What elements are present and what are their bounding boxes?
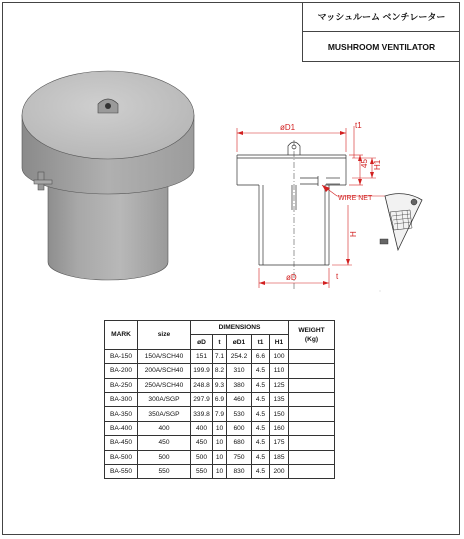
cell-weight [289, 364, 335, 378]
cell-h1: 160 [270, 421, 289, 435]
header-mark: MARK [105, 321, 138, 350]
cell-t: 10 [213, 464, 227, 478]
table-row [105, 436, 335, 450]
label-45: 45 [360, 159, 369, 168]
cell-mark: BA-350 [105, 407, 138, 421]
cell-weight [289, 450, 335, 464]
header-t: t [213, 335, 227, 349]
cell-d1: 830 [227, 464, 252, 478]
cell-weight [289, 378, 335, 392]
cell-t: 10 [213, 450, 227, 464]
cell-size: 300A/SGP [138, 392, 191, 406]
header-d: øD [191, 335, 213, 349]
cell-size: 150A/SCH40 [138, 349, 191, 363]
cell-d: 248.8 [191, 378, 213, 392]
label-wire-net: WIRE NET [338, 195, 373, 202]
cell-mark: BA-400 [105, 421, 138, 435]
cell-t: 8.2 [213, 364, 227, 378]
header-weight [289, 321, 335, 350]
cell-weight [289, 436, 335, 450]
cell-d: 550 [191, 464, 213, 478]
label-d1: øD1 [280, 123, 296, 132]
cell-h1: 150 [270, 407, 289, 421]
cell-h1: 135 [270, 392, 289, 406]
cell-mark: BA-200 [105, 364, 138, 378]
dimension-arrows [237, 131, 374, 285]
cell-size: 200A/SCH40 [138, 364, 191, 378]
header-size: size [138, 321, 191, 350]
cell-d: 339.8 [191, 407, 213, 421]
cell-mark: BA-550 [105, 464, 138, 478]
cell-h1: 110 [270, 364, 289, 378]
table-row [105, 421, 335, 435]
dimensions-table [104, 320, 335, 479]
cell-d: 297.9 [191, 392, 213, 406]
cell-d1: 680 [227, 436, 252, 450]
cell-d: 400 [191, 421, 213, 435]
cell-h1: 175 [270, 436, 289, 450]
cell-d1: 750 [227, 450, 252, 464]
cell-t1: 4.5 [252, 436, 270, 450]
cell-size: 450 [138, 436, 191, 450]
cell-d: 151 [191, 349, 213, 363]
cell-mark: BA-250 [105, 378, 138, 392]
cell-mark: BA-500 [105, 450, 138, 464]
table-row [105, 450, 335, 464]
wire-net-detail [380, 194, 422, 250]
table-body [105, 349, 335, 479]
cell-mark: BA-150 [105, 349, 138, 363]
label-h1: H1 [373, 159, 382, 170]
cell-weight [289, 392, 335, 406]
cell-d1: 530 [227, 407, 252, 421]
cell-d: 500 [191, 450, 213, 464]
cell-t: 7.9 [213, 407, 227, 421]
cell-t1: 6.6 [252, 349, 270, 363]
cell-d1: 460 [227, 392, 252, 406]
cell-h1: 100 [270, 349, 289, 363]
cap-top [22, 71, 194, 159]
cell-h1: 200 [270, 464, 289, 478]
label-t1: t1 [355, 121, 362, 130]
cell-t1: 4.5 [252, 378, 270, 392]
cell-size: 350A/SGP [138, 407, 191, 421]
cell-t: 9.3 [213, 378, 227, 392]
cell-weight [289, 421, 335, 435]
cell-t: 10 [213, 421, 227, 435]
cell-d1: 254.2 [227, 349, 252, 363]
table-row [105, 407, 335, 421]
cell-size: 500 [138, 450, 191, 464]
cell-t1: 4.5 [252, 364, 270, 378]
cell-d: 450 [191, 436, 213, 450]
cell-h1: 125 [270, 378, 289, 392]
cell-size: 250A/SCH40 [138, 378, 191, 392]
header-d1: øD1 [227, 335, 252, 349]
cell-t1: 4.5 [252, 421, 270, 435]
header-t1: t1 [252, 335, 270, 349]
cell-d1: 310 [227, 364, 252, 378]
cell-size: 400 [138, 421, 191, 435]
cell-t: 6.9 [213, 392, 227, 406]
header-weight-label: WEIGHT [298, 326, 325, 334]
ventilator-3d-view [22, 71, 194, 280]
cell-weight [289, 349, 335, 363]
cell-size: 550 [138, 464, 191, 478]
cell-weight [289, 407, 335, 421]
cell-d1: 600 [227, 421, 252, 435]
table-row [105, 349, 335, 363]
lifting-lug-icon [98, 99, 118, 113]
cell-h1: 185 [270, 450, 289, 464]
table-row [105, 392, 335, 406]
cell-d1: 380 [227, 378, 252, 392]
title-english: MUSHROOM VENTILATOR [327, 42, 436, 52]
label-h: H [349, 231, 358, 237]
cell-weight [289, 464, 335, 478]
cell-d: 199.9 [191, 364, 213, 378]
table-row [105, 364, 335, 378]
cell-mark: BA-300 [105, 392, 138, 406]
cell-t1: 4.5 [252, 464, 270, 478]
cell-t: 7.1 [213, 349, 227, 363]
label-d: øD [286, 273, 297, 282]
cell-t: 10 [213, 436, 227, 450]
ventilator-section-view [237, 140, 346, 290]
label-t: t [336, 272, 339, 281]
table-row [105, 378, 335, 392]
table-row [105, 464, 335, 478]
header-h1: H1 [270, 335, 289, 349]
cell-t1: 4.5 [252, 450, 270, 464]
cell-t1: 4.5 [252, 407, 270, 421]
header-weight-unit: (Kg) [304, 335, 319, 343]
cell-mark: BA-450 [105, 436, 138, 450]
cell-t1: 4.5 [252, 392, 270, 406]
title-japanese: マッシュルーム ベンチレーター [303, 2, 460, 32]
header-dimensions: DIMENSIONS [191, 321, 289, 335]
